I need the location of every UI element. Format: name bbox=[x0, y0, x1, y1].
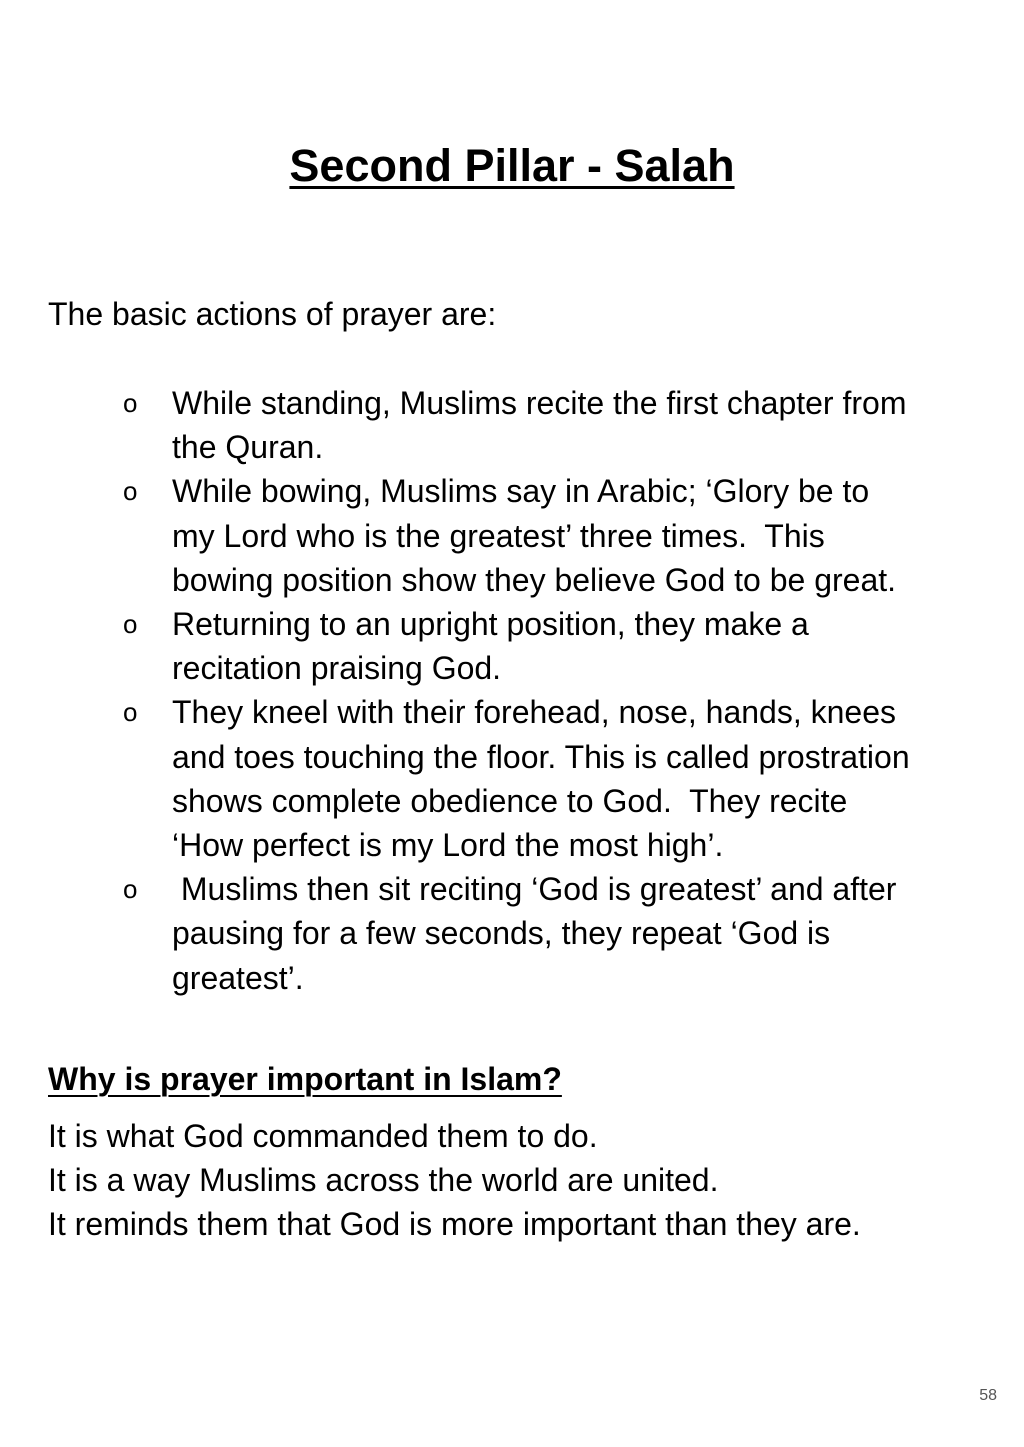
list-item bbox=[0, 690, 1024, 867]
reason-line: It reminds them that God is more important than they are. bbox=[48, 1206, 861, 1243]
bullet-icon: o bbox=[123, 874, 138, 905]
bullet-icon: o bbox=[123, 609, 138, 640]
bullet-icon: o bbox=[123, 476, 138, 507]
list-item-line: ‘How perfect is my Lord the most high’. bbox=[172, 827, 724, 864]
bullet-icon: o bbox=[123, 388, 138, 418]
list-item-line: recitation praising God. bbox=[172, 650, 502, 687]
list-item-line: and toes touching the floor. This is called prostration bbox=[172, 738, 910, 775]
intro-text: The basic actions of prayer are: bbox=[48, 296, 497, 332]
page-title: Second Pillar - Salah bbox=[289, 140, 735, 191]
list-item-line: While bowing, Muslims say in Arabic; ‘Glory be to bbox=[172, 473, 870, 510]
section-heading: Why is prayer important in Islam? bbox=[48, 1061, 562, 1097]
list-item-line: bowing position show they believe God to be great. bbox=[172, 561, 897, 598]
list-item bbox=[0, 867, 1024, 1000]
list-item bbox=[0, 602, 1024, 690]
list-item bbox=[0, 469, 1024, 602]
list-item-line: They kneel with their forehead, nose, hands, knees bbox=[172, 694, 896, 731]
bullet-icon: o bbox=[123, 697, 138, 728]
list-item-line: my Lord who is the greatest’ three times. This bbox=[172, 517, 825, 554]
list-item bbox=[0, 381, 1024, 469]
list-item-line: Muslims then sit reciting ‘God is greatest’ and after bbox=[172, 871, 897, 908]
list-item-line: Returning to an upright position, they make a bbox=[172, 606, 809, 643]
list-item-line: shows complete obedience to God. They recite bbox=[172, 782, 848, 819]
page-number: 58 bbox=[979, 1387, 997, 1404]
list-item-line: While standing, Muslims recite the first chapter from bbox=[172, 385, 907, 421]
list-item-line: pausing for a few seconds, they repeat ‘God is bbox=[172, 915, 831, 952]
reason-line: It is a way Muslims across the world are united. bbox=[48, 1162, 719, 1199]
prayer-actions-list bbox=[0, 381, 1024, 1000]
list-item-line: the Quran. bbox=[172, 429, 324, 466]
reason-line: It is what God commanded them to do. bbox=[48, 1118, 598, 1154]
list-item-line: greatest’. bbox=[172, 959, 304, 996]
reasons-list bbox=[48, 1114, 861, 1247]
